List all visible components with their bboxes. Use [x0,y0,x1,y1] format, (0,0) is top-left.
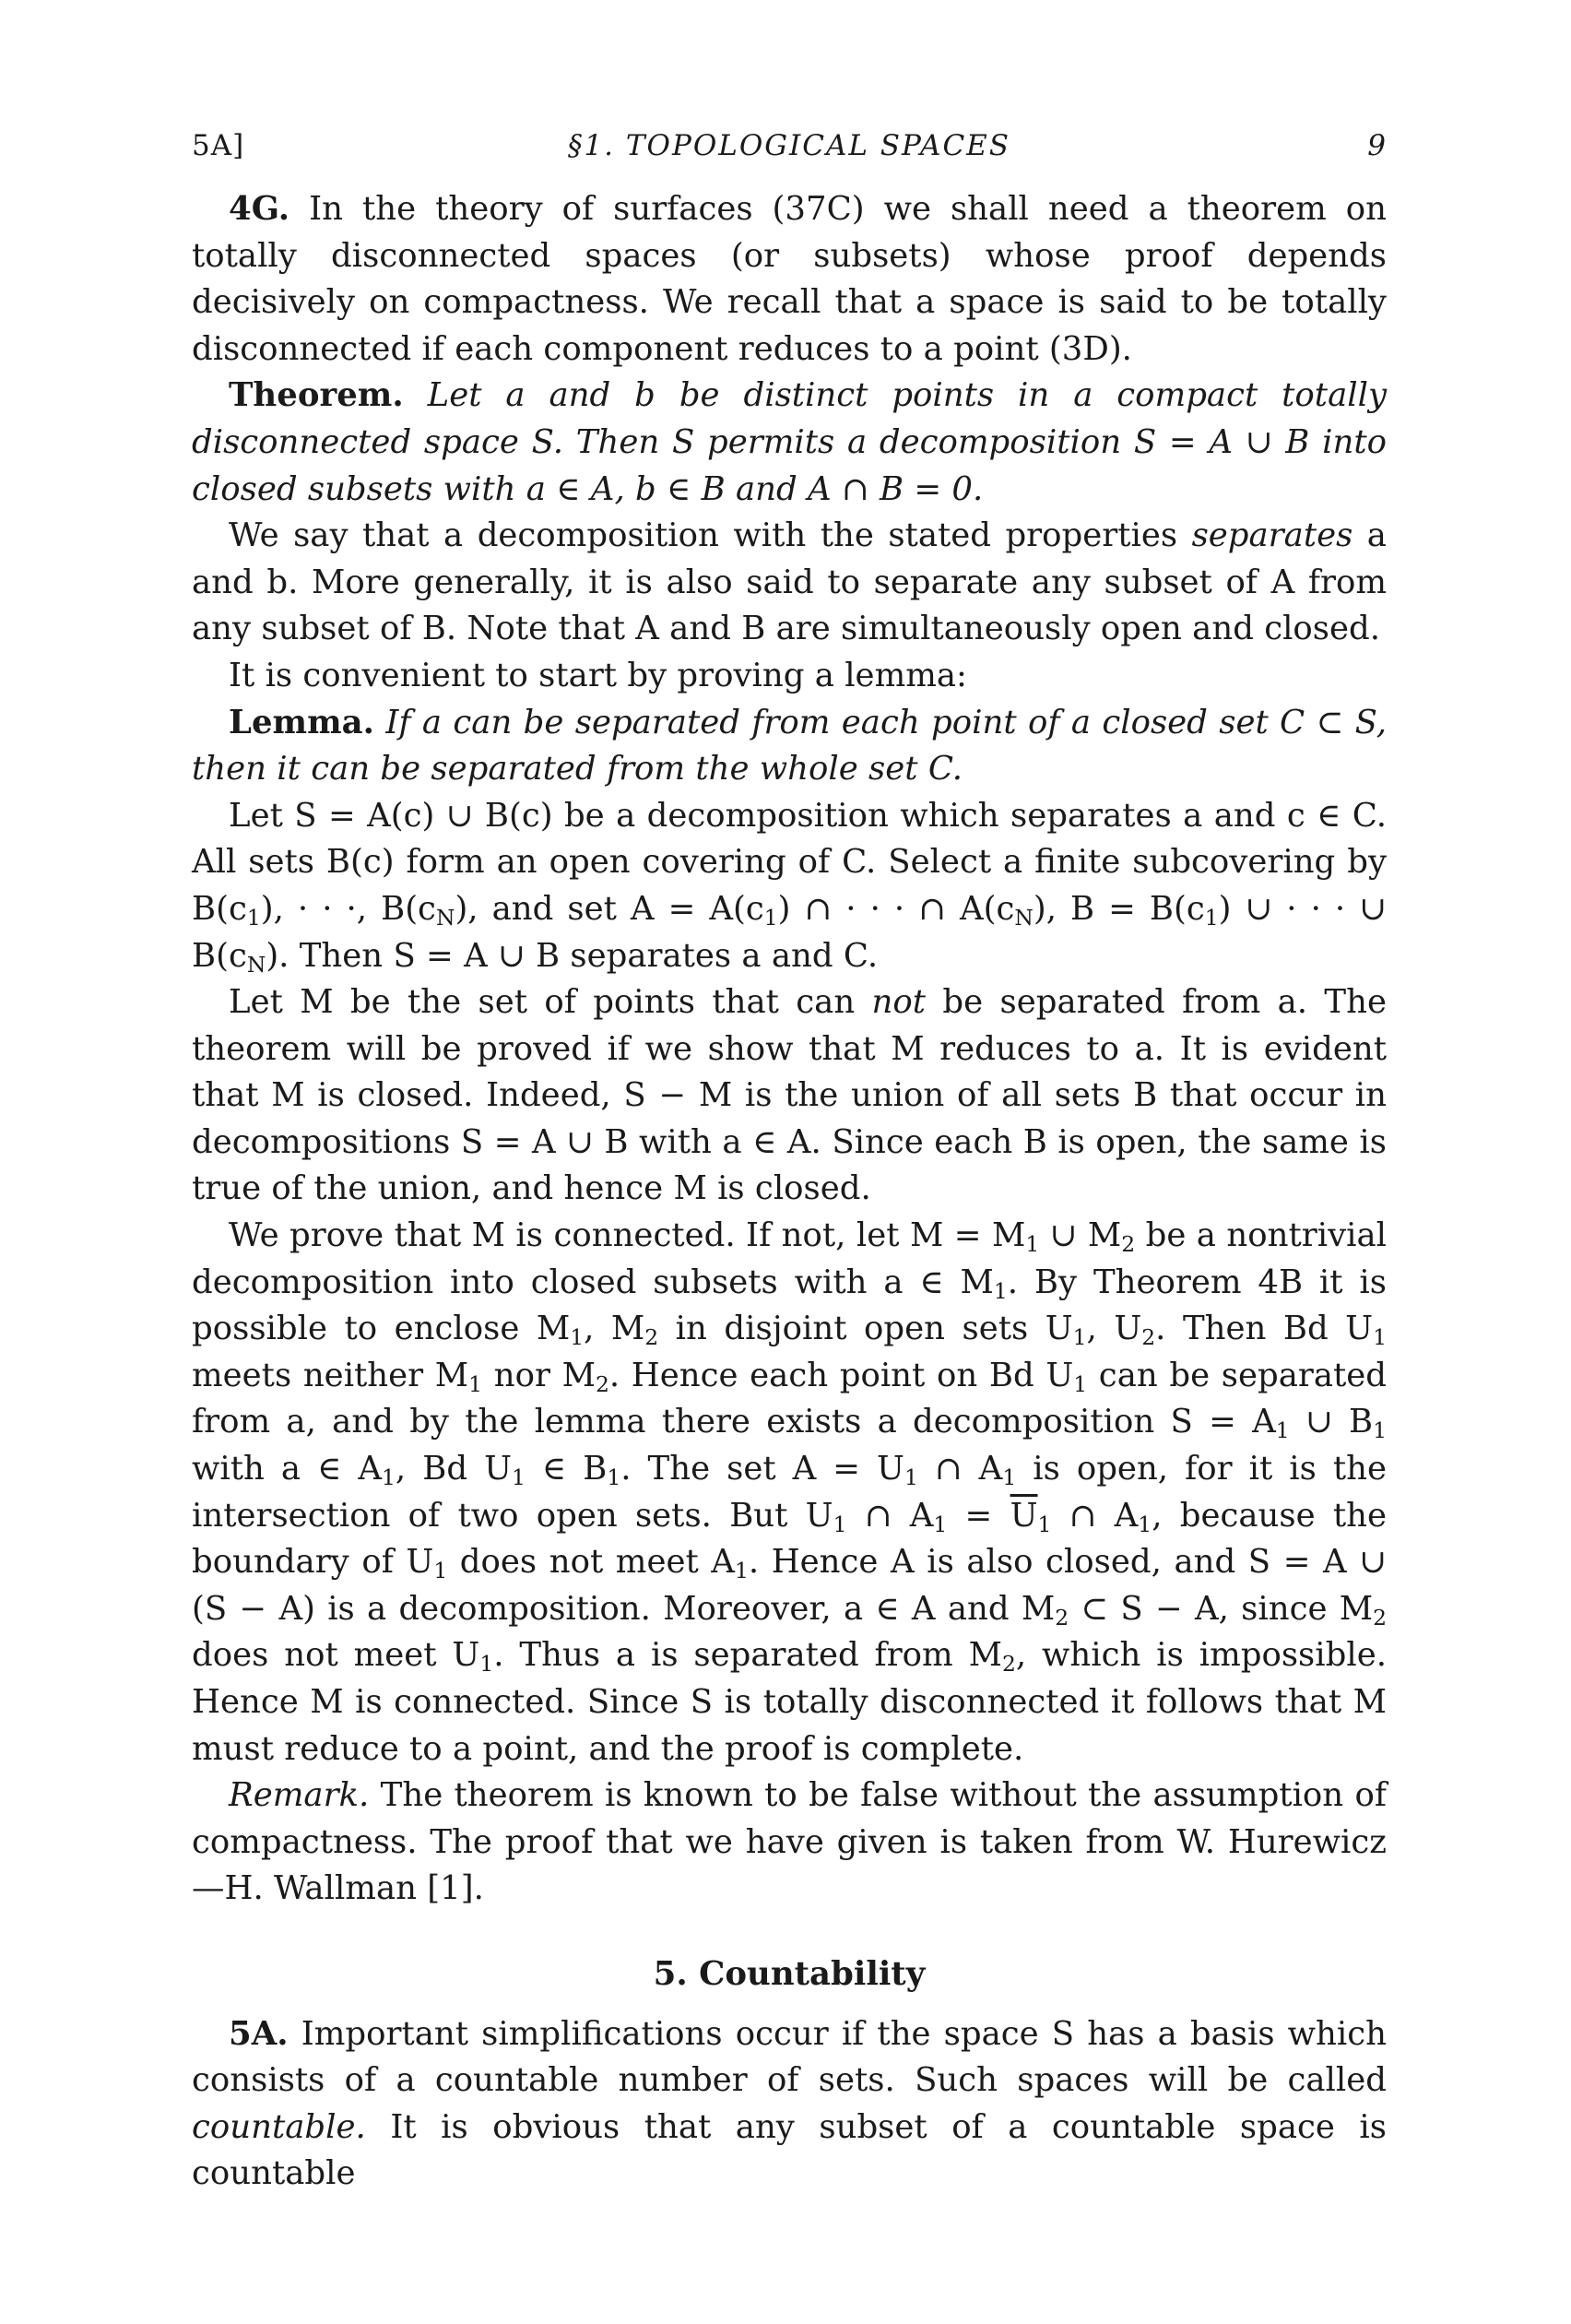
text-run: ∩ A [1051,1496,1139,1535]
lemma-label: Lemma. [229,703,375,741]
subscript: 1 [933,1511,948,1537]
subscript: 1 [1025,1230,1040,1257]
theorem-statement: Let a and b be distinct points in a compact totally disconnected space S. Then S permits a decomposition S = A ∪ B into closed subsets with a ∈ A, b ∈ B and A ∩ B = 0. [192,376,1387,508]
subscript: 1 [570,1324,585,1351]
subscript: 1 [1002,1464,1017,1490]
subscript: 1 [734,1558,749,1584]
subscript: 1 [1204,904,1219,931]
text-run: with a ∈ A [192,1450,383,1488]
text-run: . The set A = U [620,1450,904,1488]
chapter-title: §1. TOPOLOGICAL SPACES [567,129,1011,162]
text-run: is open, for it is the intersection of two open sets. But U [192,1450,1387,1535]
text-run: can be separated from a, and by the lemma there exists a decomposition S = A [192,1356,1388,1441]
body-text [192,186,1387,2198]
subscript: 1 [1037,1511,1052,1537]
subscript: 2 [1141,1324,1156,1351]
subscript: 1 [1275,1417,1290,1444]
remark-text: The theorem is known to be false without the assumption of compactness. The proof that we have given is taken from W. Hurewicz—H. Wallman [1]. [192,1776,1387,1908]
subscript: N [435,904,455,931]
text-run: = [947,1496,1010,1535]
paragraph-label: 5A. [229,2014,289,2053]
text-run: , because the boundary of U [192,1496,1387,1582]
subscript: 1 [763,904,778,931]
paragraph-lemma-proof [192,793,1387,979]
text-run: ) ∪ · · · ∪ B(c [192,889,1387,975]
text-run: ⊂ S − A, since M [1069,1589,1374,1628]
text-run: . By Theorem 4B it is possible to enclose M [192,1263,1387,1348]
section-heading: 5. Countability [653,1954,926,1993]
subscript: 1 [1373,1324,1387,1351]
paragraph-4g [192,186,1387,373]
text-run: ). Then S = A ∪ B separates a and C. [266,936,879,975]
subscript: 1 [607,1464,621,1490]
text-run: Important simplifications occur if the space S has a basis which consists of a countable number of sets. Such spaces will be called [192,2014,1387,2100]
subscript: 2 [1373,1604,1387,1630]
running-head [192,129,1387,166]
paragraph-label: 4G. [229,190,290,228]
text-run: Let S = A(c) ∪ B(c) be a decomposition which separates a and c ∈ C. All sets B(c) form an open covering of C. Select a finite subcovering by B(c [192,796,1387,928]
paragraph-text: In the theory of surfaces (37C) we shall need a theorem on totally disconnected spaces (or subsets) whose proof depends decisively on compactness. We recall that a space is said to be totally disconnected if each component reduces to a point (3D). [192,190,1387,368]
emphasis-term: countable. [192,2107,366,2146]
paragraph-5a [192,2011,1387,2198]
text-run: ∩ A [846,1496,934,1535]
text-run: It is obvious that any subset of a countable space is countable [192,2107,1387,2193]
paragraph-set-m [192,979,1387,1213]
subscript: N [246,951,266,978]
subscript: 2 [1055,1604,1069,1630]
text-run: a and b. More generally, it is also said to separate any subset of A from any subset of B. Note that A and B are simultaneously open and closed. [192,516,1387,648]
text-run: does not meet U [192,1636,480,1675]
subscript: 1 [993,1277,1008,1304]
remark [192,1773,1387,1913]
text-run: ) ∩ · · · ∩ A(c [777,889,1015,928]
text-run: ∈ B [525,1450,608,1488]
text-run: , U [1086,1310,1142,1348]
subscript: 2 [644,1324,659,1351]
paragraph-lemma-intro: It is convenient to start by proving a lemma: [229,656,968,694]
subscript: 1 [382,1464,396,1490]
text-run: . Hence A is also closed, and S = A ∪ (S − A) is a decomposition. Moreover, a ∈ A and M [192,1543,1387,1628]
subscript: 2 [595,1370,609,1397]
text-run: We prove that M is connected. If not, let M = M [229,1216,1026,1255]
text-run: ∪ B [1289,1403,1374,1441]
text-run: ), B = B(c [1033,889,1205,928]
subscript: 1 [1073,1370,1088,1397]
text-run: ), · · ·, B(c [260,889,436,928]
subscript: 1 [1373,1417,1387,1444]
subscript: 1 [904,1464,918,1490]
text-run: be a nontrivial decomposition into closed subsets with a ∈ M [192,1216,1387,1301]
text-run: in disjoint open sets U [658,1310,1073,1348]
subscript: 1 [833,1511,847,1537]
paragraph-separates [192,513,1387,653]
subscript: 1 [479,1651,494,1678]
page-number: 9 [1367,129,1387,162]
text-run: ∪ M [1039,1216,1122,1255]
text-run: Let M be the set of points that can [229,983,856,1022]
lemma-statement: If a can be separated from each point of a closed set C ⊂ S, then it can be separated from the whole set C. [192,703,1387,788]
text-run: ), and set A = A(c [455,889,764,928]
text-run: does not meet A [447,1543,735,1582]
text-run: meets neither M [192,1356,469,1394]
theorem-label: Theorem. [229,376,404,415]
paragraph-connected [192,1213,1387,1773]
text-run: , M [584,1310,645,1348]
emphasis-term: separates [1191,516,1353,555]
remark-label: Remark. [229,1776,370,1815]
emphasis-term: not [871,983,927,1022]
subscript: 1 [511,1464,526,1490]
text-run: nor M [482,1356,596,1394]
text-run: , Bd U [395,1450,512,1488]
subscript: 2 [1001,1651,1016,1678]
subscript: 1 [1072,1324,1087,1351]
page [192,129,1387,2198]
text-run: ∩ A [917,1450,1003,1488]
theorem [192,373,1387,513]
subscript: 1 [433,1558,448,1584]
subscript: 1 [1138,1511,1152,1537]
text-run: be separated from a. The theorem will be proved if we show that M reduces to a. It is evident that M is closed. Indeed, S − M is the union of all sets B that occur in decompositions S = A ∪ B with a ∈ A. Since each B is open, the same is true of the union, and hence M is closed. [192,983,1387,1208]
text-run: , which is impossible. Hence M is connected. Since S is totally disconnected it follows that M must reduce to a point, and the proof is complete. [192,1636,1387,1768]
section-ref: 5A] [192,129,245,162]
subscript: 1 [246,904,261,931]
lemma [192,700,1387,793]
text-run: . Hence each point on Bd U [608,1356,1074,1394]
subscript: N [1014,904,1034,931]
text-run: . Thus a is separated from M [493,1636,1002,1675]
text-run: . Then Bd U [1155,1310,1374,1348]
closure-symbol: $\overline{U}$ [1010,1496,1038,1535]
subscript: 1 [468,1370,483,1397]
subscript: 2 [1121,1230,1136,1257]
text-run: We say that a decomposition with the stated properties [229,516,1178,555]
